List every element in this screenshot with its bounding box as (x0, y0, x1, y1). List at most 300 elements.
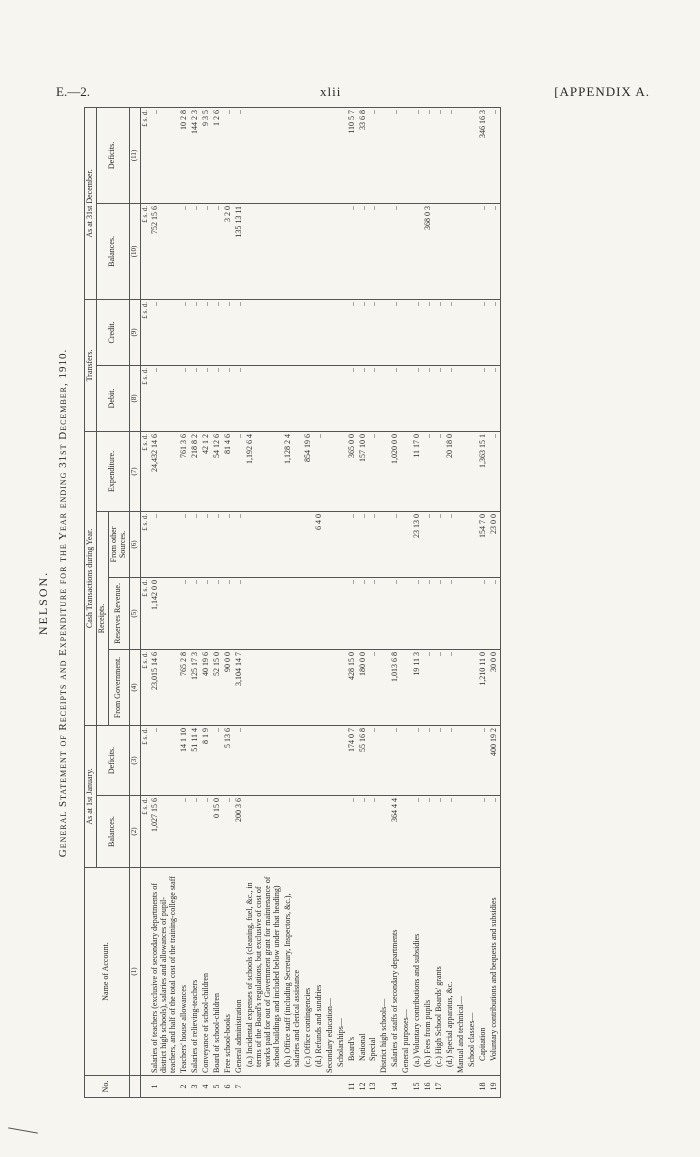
deficit-dec: 10 2 8 (179, 107, 190, 203)
balance-dec: .. (368, 203, 379, 299)
account-name: Salaries of staffs of secondary departments (390, 868, 401, 1076)
row-number: 4 (201, 1076, 212, 1098)
receipt-other: 23 13 0 (412, 511, 423, 577)
colnum-11: (11) (129, 107, 140, 203)
receipt-government: 1,210 11 0 (478, 649, 489, 725)
table-row (379, 107, 390, 1097)
deficit-jan (456, 725, 467, 795)
balance-jan: .. (201, 796, 212, 868)
receipt-other: .. (445, 511, 456, 577)
balance-jan: .. (489, 796, 500, 868)
expenditure (336, 431, 347, 511)
col-balances-dec: Balances. (96, 203, 129, 299)
row-number: 7 (234, 1076, 245, 1098)
transfer-debit: .. (234, 365, 245, 431)
row-number: 5 (212, 1076, 223, 1098)
transfer-debit (379, 365, 390, 431)
deficit-dec (303, 107, 314, 203)
balance-jan (467, 796, 478, 868)
deficit-dec: .. (445, 107, 456, 203)
account-name: General administration (234, 868, 245, 1076)
group-transfers: Transfers. (85, 299, 97, 431)
transfer-debit: .. (423, 365, 434, 431)
page-header (30, 84, 670, 104)
col-expenditure: Expenditure. (96, 431, 129, 511)
row-number (325, 1076, 336, 1098)
transfer-debit (467, 365, 478, 431)
deficit-jan (283, 725, 303, 795)
balance-jan: .. (445, 796, 456, 868)
col-reserves-revenue: Reserves Revenue. (108, 577, 129, 649)
transfer-credit: .. (212, 299, 223, 365)
transfer-debit (314, 365, 325, 431)
row-number (445, 1076, 456, 1098)
transfer-credit: .. (368, 299, 379, 365)
receipt-other: .. (423, 511, 434, 577)
transfer-credit: .. (347, 299, 358, 365)
transfer-debit (303, 365, 314, 431)
receipt-reserves: 1,142 0 0 (150, 577, 179, 649)
table-row (412, 107, 423, 1097)
balance-dec: .. (478, 203, 489, 299)
receipt-other: .. (234, 511, 245, 577)
account-name: (b.) Fees from pupils (423, 868, 434, 1076)
deficit-dec (456, 107, 467, 203)
row-number (379, 1076, 390, 1098)
colnum-9: (9) (129, 299, 140, 365)
receipt-reserves: .. (445, 577, 456, 649)
colnum-4: (4) (129, 649, 140, 725)
rotated-statement (36, 108, 676, 1098)
deficit-dec: 1 2 6 (212, 107, 223, 203)
colnum-3: (3) (129, 725, 140, 795)
receipt-government: 23,015 14 6 (150, 649, 179, 725)
table-row (190, 107, 201, 1097)
receipt-reserves: .. (434, 577, 445, 649)
account-name: (d.) Refunds and sundries (314, 868, 325, 1076)
transfer-credit: .. (390, 299, 401, 365)
deficit-jan (245, 725, 283, 795)
receipt-reserves: .. (234, 577, 245, 649)
receipt-reserves: .. (223, 577, 234, 649)
receipt-government: .. (423, 649, 434, 725)
table-row (347, 107, 358, 1097)
balance-jan: .. (478, 796, 489, 868)
table-row (434, 107, 445, 1097)
account-name: Secondary education— (325, 868, 336, 1076)
balance-dec: 135 13 11 (234, 203, 245, 299)
deficit-jan: .. (212, 725, 223, 795)
balance-dec (336, 203, 347, 299)
colnum-2: (2) (129, 796, 140, 868)
receipt-government: 40 19 6 (201, 649, 212, 725)
row-number: 6 (223, 1076, 234, 1098)
balance-dec (456, 203, 467, 299)
unit-blank (140, 868, 150, 1076)
expenditure: .. (234, 431, 245, 511)
receipt-reserves: .. (190, 577, 201, 649)
balance-dec (283, 203, 303, 299)
balance-dec: 368 0 3 (423, 203, 434, 299)
colnum-6: (6) (129, 511, 140, 577)
row-number: 3 (190, 1076, 201, 1098)
balance-jan (283, 796, 303, 868)
unit-label: £ s. d. (140, 511, 150, 577)
transfer-credit (379, 299, 390, 365)
col-from-government: From Government. (108, 649, 129, 725)
receipt-government (325, 649, 336, 725)
receipt-reserves: .. (489, 577, 500, 649)
receipt-reserves (245, 577, 283, 649)
col-other-sources: From other Sources. (108, 511, 129, 577)
row-number: 14 (390, 1076, 401, 1098)
expenditure: 1,363 15 1 (478, 431, 489, 511)
balance-jan: .. (223, 796, 234, 868)
account-name: (a.) Incidental expenses of schools (cleaning, fuel, &c., in terms of the Board's regulations, but exclusive of cost of works paid for out of Government grant for maintenance of school buildings and included below under that heading) (245, 868, 283, 1076)
balance-dec (303, 203, 314, 299)
receipt-reserves (336, 577, 347, 649)
receipt-other: .. (179, 511, 190, 577)
receipt-reserves (456, 577, 467, 649)
account-name: School classes— (467, 868, 478, 1076)
appendix-label: [APPENDIX A. (554, 84, 650, 99)
transfer-debit: .. (412, 365, 423, 431)
expenditure: 42 1 2 (201, 431, 212, 511)
receipt-other (379, 511, 390, 577)
receipt-government: 52 15 0 (212, 649, 223, 725)
transfer-debit: .. (223, 365, 234, 431)
receipt-reserves (325, 577, 336, 649)
receipt-government (303, 649, 314, 725)
colnum-5: (5) (129, 577, 140, 649)
deficit-dec (314, 107, 325, 203)
receipt-reserves: .. (368, 577, 379, 649)
colnum-8: (8) (129, 365, 140, 431)
receipt-other (456, 511, 467, 577)
unit-label: £ s. d. (140, 431, 150, 511)
unit-label: £ s. d. (140, 725, 150, 795)
expenditure: .. (314, 431, 325, 511)
balance-jan: .. (368, 796, 379, 868)
deficit-jan (379, 725, 390, 795)
balance-dec (245, 203, 283, 299)
group-cash: Cash Transactions during Year. (85, 431, 97, 725)
deficit-dec (283, 107, 303, 203)
receipt-government (379, 649, 390, 725)
deficit-jan: 55 16 8 (358, 725, 369, 795)
receipt-other: 154 7 0 (478, 511, 489, 577)
transfer-debit: .. (212, 365, 223, 431)
receipt-other: 23 0 0 (489, 511, 500, 577)
deficit-jan (336, 725, 347, 795)
expenditure (325, 431, 336, 511)
transfer-debit: .. (368, 365, 379, 431)
col-deficits-jan: Deficits. (96, 725, 129, 795)
balance-jan: 364 4 4 (390, 796, 401, 868)
transfer-debit: .. (434, 365, 445, 431)
account-name: Scholarships— (336, 868, 347, 1076)
balance-dec: .. (358, 203, 369, 299)
balance-dec (379, 203, 390, 299)
balance-jan (245, 796, 283, 868)
transfer-debit: .. (201, 365, 212, 431)
expenditure: 1,192 6 4 (245, 431, 283, 511)
row-number: 12 (358, 1076, 369, 1098)
col-account: Name of Account. (85, 868, 130, 1076)
table-row (314, 107, 325, 1097)
table-row (467, 107, 478, 1097)
balance-dec: .. (190, 203, 201, 299)
balance-jan: .. (412, 796, 423, 868)
transfer-credit: .. (412, 299, 423, 365)
transfer-credit (283, 299, 303, 365)
transfer-debit (401, 365, 412, 431)
receipt-reserves (379, 577, 390, 649)
transfer-credit: .. (445, 299, 456, 365)
transfer-debit: .. (478, 365, 489, 431)
transfer-debit (245, 365, 283, 431)
receipt-government (467, 649, 478, 725)
balance-dec (325, 203, 336, 299)
deficit-dec (325, 107, 336, 203)
account-name: (d.) Special apparatus, &c. (445, 868, 456, 1076)
receipt-government: 1,013 6 8 (390, 649, 401, 725)
receipt-government: .. (445, 649, 456, 725)
transfer-debit: .. (445, 365, 456, 431)
balance-jan: .. (423, 796, 434, 868)
table-row (245, 107, 283, 1097)
transfer-credit: .. (179, 299, 190, 365)
balance-jan (379, 796, 390, 868)
report-code: E.—2. (56, 84, 90, 99)
receipt-government: 180 0 0 (358, 649, 369, 725)
table-row (212, 107, 223, 1097)
receipt-other: .. (358, 511, 369, 577)
group-dec: As at 31st December. (85, 107, 97, 299)
account-name: (a.) Voluntary contributions and subsidies (412, 868, 423, 1076)
expenditure (401, 431, 412, 511)
transfer-debit (456, 365, 467, 431)
receipt-reserves: .. (358, 577, 369, 649)
receipt-other: .. (368, 511, 379, 577)
deficit-jan: 51 11 4 (190, 725, 201, 795)
deficit-dec: .. (234, 107, 245, 203)
receipt-reserves: .. (423, 577, 434, 649)
transfer-credit (303, 299, 314, 365)
deficit-dec: .. (223, 107, 234, 203)
table-row (478, 107, 489, 1097)
transfer-credit: .. (423, 299, 434, 365)
account-name: Free school-books (223, 868, 234, 1076)
row-number: 16 (423, 1076, 434, 1098)
deficit-dec: .. (412, 107, 423, 203)
transfer-debit: .. (358, 365, 369, 431)
statement-table (84, 107, 501, 1098)
receipt-government: .. (434, 649, 445, 725)
account-name: Board of school-children (212, 868, 223, 1076)
col-credit: Credit. (96, 299, 129, 365)
table-row (223, 107, 234, 1097)
receipt-other (467, 511, 478, 577)
deficit-jan: .. (445, 725, 456, 795)
receipt-reserves: .. (347, 577, 358, 649)
receipt-government (283, 649, 303, 725)
receipt-reserves: .. (179, 577, 190, 649)
unit-blank (140, 1076, 150, 1098)
deficit-dec: .. (423, 107, 434, 203)
receipt-reserves: .. (201, 577, 212, 649)
deficit-dec: 346 16 3 (478, 107, 489, 203)
transfer-credit (401, 299, 412, 365)
unit-label: £ s. d. (140, 299, 150, 365)
expenditure: .. (368, 431, 379, 511)
receipt-government (456, 649, 467, 725)
transfer-debit: .. (179, 365, 190, 431)
transfer-credit: .. (223, 299, 234, 365)
row-number (303, 1076, 314, 1098)
transfer-credit: .. (201, 299, 212, 365)
deficit-jan: .. (234, 725, 245, 795)
receipt-other (245, 511, 283, 577)
col-balances-jan: Balances. (96, 796, 129, 868)
account-name: Salaries of teachers (exclusive of secondary departments of district high schools), salaries and allowances of pupil-teachers, and half of the total cost of the training-college staff (150, 868, 179, 1076)
receipt-reserves: .. (478, 577, 489, 649)
account-name: (b.) Office staff (including Secretary, Inspectors, &c.), salaries and clerical assistance (283, 868, 303, 1076)
account-name: District high schools— (379, 868, 390, 1076)
transfer-debit: .. (347, 365, 358, 431)
transfer-credit (325, 299, 336, 365)
margin-mark (8, 1127, 38, 1133)
account-name: Capitation (478, 868, 489, 1076)
unit-label: £ s. d. (140, 577, 150, 649)
receipt-government (336, 649, 347, 725)
table-row (201, 107, 212, 1097)
deficit-dec (401, 107, 412, 203)
transfer-debit: .. (150, 365, 179, 431)
deficit-jan (467, 725, 478, 795)
transfer-debit (283, 365, 303, 431)
expenditure: 54 12 6 (212, 431, 223, 511)
table-row (390, 107, 401, 1097)
transfer-debit: .. (190, 365, 201, 431)
table-row (336, 107, 347, 1097)
col-debit: Debit. (96, 365, 129, 431)
row-number (456, 1076, 467, 1098)
transfer-credit: .. (434, 299, 445, 365)
account-name: Board's (347, 868, 358, 1076)
row-number (401, 1076, 412, 1098)
transfer-credit (456, 299, 467, 365)
balance-dec: .. (347, 203, 358, 299)
account-name: Teachers' house allowances (179, 868, 190, 1076)
row-number (245, 1076, 283, 1098)
deficit-dec (467, 107, 478, 203)
balance-dec: .. (201, 203, 212, 299)
receipt-other: .. (347, 511, 358, 577)
receipt-government: 3,104 14 7 (234, 649, 245, 725)
deficit-dec: 33 6 8 (358, 107, 369, 203)
transfer-credit (467, 299, 478, 365)
balance-jan (336, 796, 347, 868)
transfer-credit (245, 299, 283, 365)
table-row (234, 107, 245, 1097)
table-row (150, 107, 179, 1097)
deficit-dec: 144 2 3 (190, 107, 201, 203)
row-number (314, 1076, 325, 1098)
receipt-government (245, 649, 283, 725)
balance-dec: 752 15 6 (150, 203, 179, 299)
unit-label: £ s. d. (140, 796, 150, 868)
balance-dec (434, 203, 445, 299)
expenditure: 24,432 14 6 (150, 431, 179, 511)
table-row (445, 107, 456, 1097)
receipt-other: .. (190, 511, 201, 577)
expenditure (379, 431, 390, 511)
colnum-10: (10) (129, 203, 140, 299)
unit-label: £ s. d. (140, 107, 150, 203)
row-number: 15 (412, 1076, 423, 1098)
deficit-dec: .. (489, 107, 500, 203)
balance-dec (467, 203, 478, 299)
receipt-other: .. (212, 511, 223, 577)
group-receipts: Receipts. (96, 511, 108, 725)
balance-jan: 1,027 15 6 (150, 796, 179, 868)
deficit-dec (379, 107, 390, 203)
transfer-credit (336, 299, 347, 365)
expenditure: 365 0 0 (347, 431, 358, 511)
deficit-jan (401, 725, 412, 795)
account-name: Conveyance of school-children (201, 868, 212, 1076)
receipt-reserves (303, 577, 314, 649)
account-name: Salaries of relieving-teachers (190, 868, 201, 1076)
receipt-reserves (314, 577, 325, 649)
account-name: (c.) Office contingencies (303, 868, 314, 1076)
colnum-blank (129, 1076, 140, 1098)
expenditure: 1,020 0 0 (390, 431, 401, 511)
page-number: xlii (320, 84, 342, 99)
transfer-debit (325, 365, 336, 431)
receipt-other: 6 4 0 (314, 511, 325, 577)
receipt-other (401, 511, 412, 577)
balance-dec: .. (489, 203, 500, 299)
table-row (179, 107, 190, 1097)
row-number: 17 (434, 1076, 445, 1098)
deficit-dec (336, 107, 347, 203)
table-row (358, 107, 369, 1097)
deficit-jan: .. (412, 725, 423, 795)
receipt-reserves (467, 577, 478, 649)
balance-jan: 200 3 6 (234, 796, 245, 868)
receipt-government: 30 0 0 (489, 649, 500, 725)
deficit-jan (303, 725, 314, 795)
balance-jan: .. (358, 796, 369, 868)
table-row (368, 107, 379, 1097)
balance-jan: .. (190, 796, 201, 868)
table-row (283, 107, 303, 1097)
row-number (336, 1076, 347, 1098)
table-row (423, 107, 434, 1097)
deficit-jan: 174 0 7 (347, 725, 358, 795)
expenditure (456, 431, 467, 511)
col-no: No. (85, 1076, 130, 1098)
deficit-jan: 8 1 9 (201, 725, 212, 795)
expenditure: 761 3 6 (179, 431, 190, 511)
receipt-other: .. (201, 511, 212, 577)
statement-title-block (36, 108, 76, 1098)
deficit-dec: .. (390, 107, 401, 203)
balance-dec: .. (179, 203, 190, 299)
deficit-jan (325, 725, 336, 795)
